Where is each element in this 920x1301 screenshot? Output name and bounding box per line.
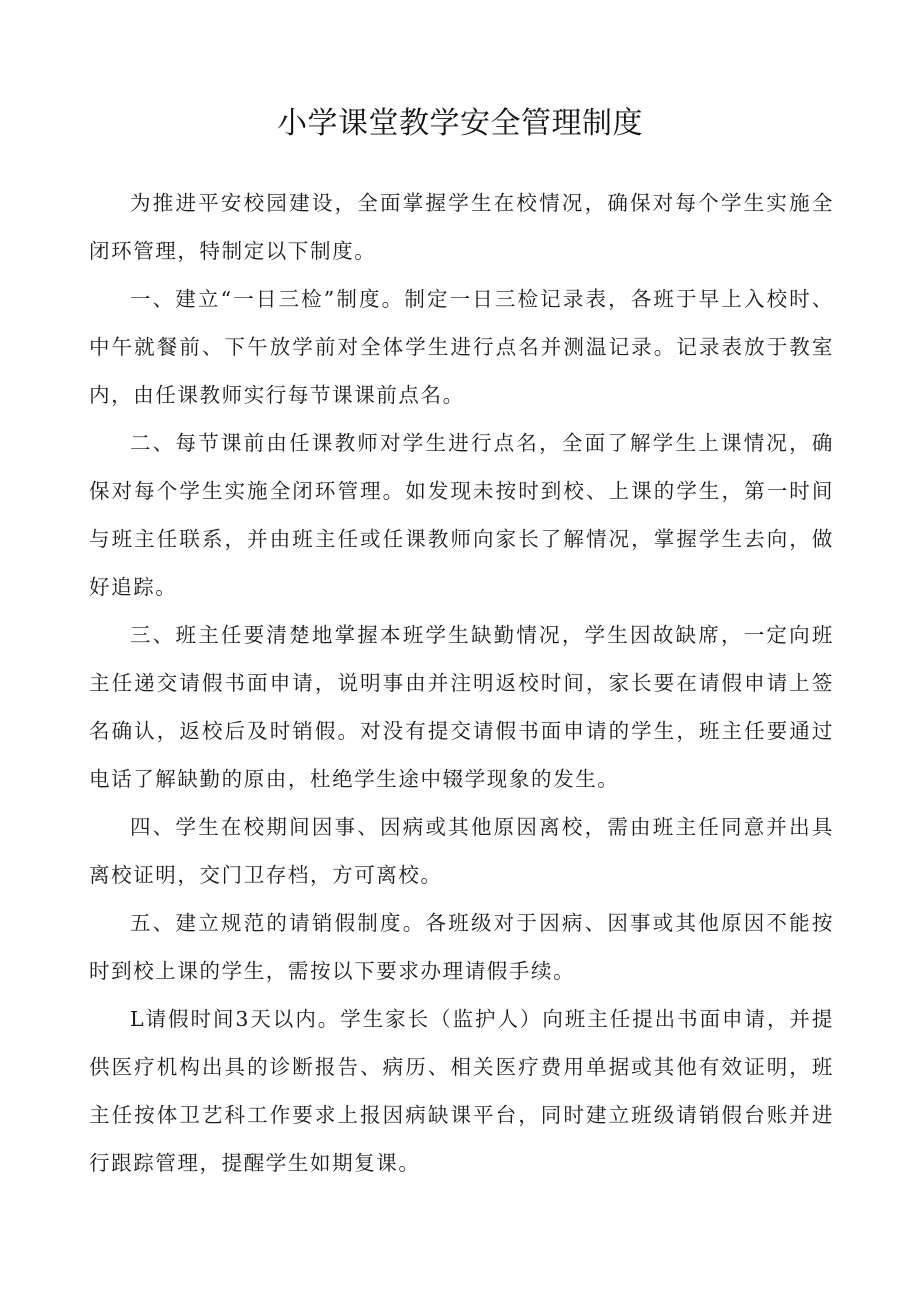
paragraph-rule-2: 二、每节课前由任课教师对学生进行点名，全面了解学生上课情况，确保对每个学生实施全闭环管理。如发现未按时到校、上课的学生，第一时间与班主任联系，并由班主任或任课教师向家长了解情况，掌握学生去向，做好追踪。	[89, 431, 834, 599]
paragraph-rule-5-item-1: L请假时间3天以内。学生家长（监护人）向班主任提出书面申请，并提供医疗机构出具的诊断报告、病历、相关医疗费用单据或其他有效证明，班主任按体卫艺科工作要求上报因病缺课平台，同时建立班级请销假台账并进行跟踪管理，提醒学生如期复课。	[89, 1007, 834, 1175]
paragraph-rule-5: 五、建立规范的请销假制度。各班级对于因病、因事或其他原因不能按时到校上课的学生，需按以下要求办理请假手续。	[89, 911, 834, 983]
paragraph-rule-4: 四、学生在校期间因事、因病或其他原因离校，需由班主任同意并出具离校证明，交门卫存档，方可离校。	[89, 815, 834, 887]
paragraph-rule-3: 三、班主任要清楚地掌握本班学生缺勤情况，学生因故缺席，一定向班主任递交请假书面申请，说明事由并注明返校时间，家长要在请假申请上签名确认，返校后及时销假。对没有提交请假书面申请的学生，班主任要通过电话了解缺勤的原由，杜绝学生途中辍学现象的发生。	[89, 623, 834, 791]
paragraph-intro: 为推进平安校园建设，全面掌握学生在校情况，确保对每个学生实施全闭环管理，特制定以下制度。	[89, 191, 834, 263]
paragraph-rule-1: 一、建立“一日三检”制度。制定一日三检记录表，各班于早上入校时、中午就餐前、下午放学前对全体学生进行点名并测温记录。记录表放于教室内，由任课教师实行每节课课前点名。	[89, 287, 834, 407]
document-body	[89, 179, 834, 1187]
document-title: 小学课堂教学安全管理制度	[277, 106, 643, 141]
